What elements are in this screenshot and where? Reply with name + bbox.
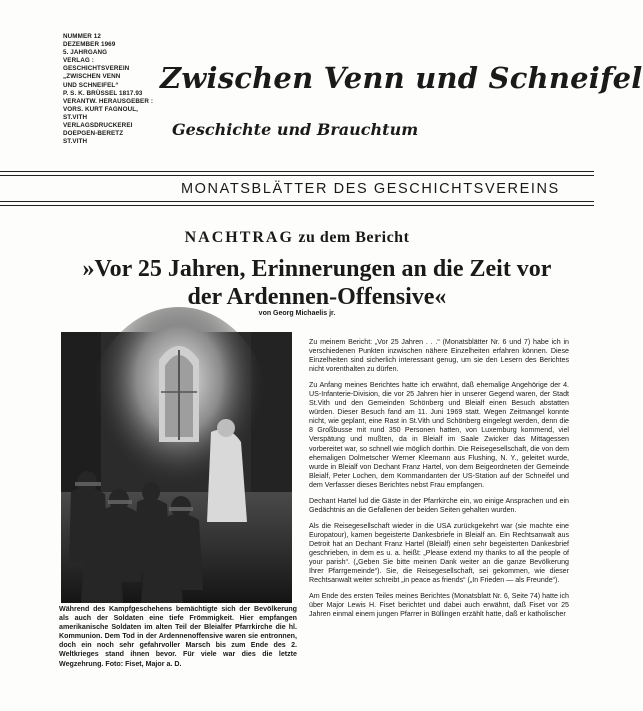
article-paragraph: Zu meinem Bericht: „Vor 25 Jahren . . .“ (Monatsblätter Nr. 6 und 7) habe ich in verschiedenen Punkten inzwischen nähere Einzelheiten erfahren können. Diese Einzelheiten sind sicherlich interessant genug, um sie den Lesern des Berichtes nicht vorenthalten zu dürfen. <box>309 338 569 374</box>
info-line: DEZEMBER 1969 <box>63 41 116 49</box>
info-line: VERLAGSDRUCKEREI <box>63 122 133 130</box>
info-line: GESCHICHTSVEREIN <box>63 65 130 73</box>
info-line: 5. JAHRGANG <box>63 49 108 57</box>
article-body <box>309 338 569 626</box>
masthead-title: Zwischen Venn und Schneifel <box>160 61 643 95</box>
article-headline: »Vor 25 Jahren, Erinnerungen an die Zeit vor der Ardennen-Offensive« <box>82 256 552 310</box>
article-paragraph: Dechant Hartel lud die Gäste in der Pfarrkirche ein, wo einige Ansprachen und ein Gedächtnis an die Gefallenen der beiden Seiten gehalten wurden. <box>309 496 569 514</box>
masthead-divider <box>0 175 594 176</box>
masthead-subtitle: Geschichte und Brauchtum <box>172 120 419 139</box>
info-line: ST.VITH <box>63 138 88 146</box>
info-line: VERANTW. HERAUSGEBER : <box>63 97 154 105</box>
kicker-label: NACHTRAG <box>184 229 294 246</box>
info-line: VERLAG : <box>63 57 94 65</box>
article-kicker <box>0 228 594 248</box>
info-line: NUMMER 12 <box>63 33 101 40</box>
article-paragraph: Zu Anfang meines Berichtes hatte ich erwähnt, daß ehemalige Angehörige der 4. US-Infanterie-Division, die vor 25 Jahren hier in unserer Gegend waren, der Stadt St.Vith und den Gemeinden Schönberg und Bleialf einen Besuch abstatten würden. Dieser Besuch fand am 11. Juni 1969 statt. Wegen Zeitmangel konnte nicht, wie geplant, eine Rast in St.Vith und Schönberg eingelegt werden, denn die 8 Großbusse mit rund 350 Personen hatten, von Luxemburg kommend, viel Verspätung und mußten, da in Bleialf im Saale Zwicker das Mittagessen vorbereitet war, so schnell wie möglich dorthin. Die Reisegesellschaft, die von dem ehemaligen Dolmetscher Werner Kleemann aus Flushing, N. Y., geleitet wurde, wurde in Bleialf von Dechant Franz Hartel, von dem Beigeordneten der Gemeinde Bleialf, Peter Lochen, dem Kommandanten der US-Station auf der Schneifel und dem Verfasser dieses Berichtes nebst Frau empfangen. <box>309 381 569 489</box>
series-title: MONATSBLÄTTER DES GESCHICHTSVEREINS <box>181 181 560 197</box>
article-paragraph: Am Ende des ersten Teiles meines Berichtes (Monatsblatt Nr. 6, Seite 74) hatte ich über Major Lewis H. Fiset berichtet und dabei auch erwähnt, daß Fiset vor 25 Jahren einmal einem jungen Pfarrer in Büllingen erzählt hatte, daß er katholischer <box>309 592 569 619</box>
series-divider <box>0 205 594 206</box>
info-line: ST.VITH <box>63 113 88 121</box>
kicker-text: zu dem Bericht <box>298 229 410 246</box>
publication-info <box>63 33 169 146</box>
article-paragraph: Als die Reisegesellschaft wieder in die USA zurückgekehrt war (sie machte eine Europatour), kamen begeisterte Dankesbriefe in Bleialf an. Ein Rechtsanwalt aus Detroit hat an Dechant Franz Hartel (Bleialf) einen sehr begeisterten Dankesbrief geschrieben, in dem es u. a. heißt: „Please extend my thanks to all the people of your parish“. („Geben Sie bitte meinen Dank weiter an die ganze Bevölkerung Ihrer Pfarrgemeinde“). Sie, die Reisegesellschaft, sei gekommen, wie dieser Rechtsanwalt weiter schreibt „in peace as friends“ („In Frieden — als Freunde“). <box>309 521 569 585</box>
info-line: P. S. K. BRÜSSEL 1817.93 <box>63 89 143 97</box>
info-line: „ZWISCHEN VENN <box>63 73 121 81</box>
info-line: VORS. KURT FAGNOUL, <box>63 105 139 113</box>
info-line: UND SCHNEIFEL“ <box>63 81 119 89</box>
series-divider <box>0 201 594 202</box>
masthead-divider <box>0 171 594 172</box>
info-line: DOEPGEN-BERETZ <box>63 130 124 138</box>
church-communion-photo <box>61 332 292 603</box>
photo-caption: Während des Kampfgeschehens bemächtigte sich der Bevölkerung als auch der Soldaten eine tiefe Frömmigkeit. Hier empfangen amerikanische Soldaten im alten Teil der Bleialfer Pfarrkirche die hl. Kommunion. Dem Tod in der Ardennenoffensive waren sie entronnen, doch ein noch sehr gefahrvoller Marsch bis zum Ende des 2. Weltkrieges stand ihnen bevor. Für viele war dies die letzte Wegzehrung. Foto: Fiset, Major a. D. <box>59 605 297 668</box>
article-byline: von Georg Michaelis jr. <box>258 310 336 317</box>
